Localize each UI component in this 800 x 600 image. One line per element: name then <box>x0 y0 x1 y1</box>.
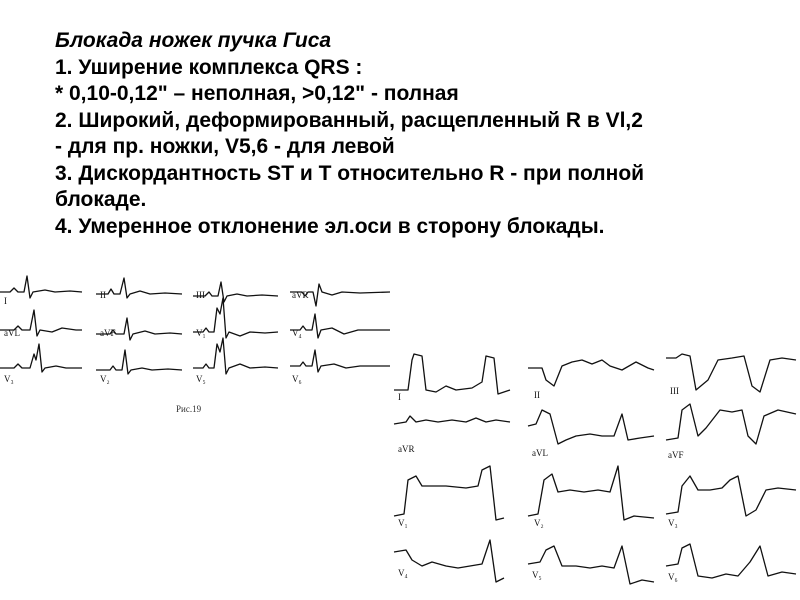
ecg-right-svg <box>386 340 800 600</box>
ecg-left-label-aVF: aVF <box>100 328 116 338</box>
ecg-left-lead-II <box>96 278 182 298</box>
ecg-left-lead-V2 <box>96 350 182 374</box>
ecg-left-label-I: I <box>4 296 7 306</box>
ecg-figure-left <box>0 258 390 428</box>
ecg-right-label-III: III <box>670 386 679 396</box>
ecg-left-label-aVL: aVL <box>4 328 20 338</box>
ecg-left-lead-V3 <box>0 344 82 372</box>
ecg-right-label-V1: V₁ <box>398 518 408 528</box>
ecg-right-lead-aVR <box>394 416 510 424</box>
ecg-left-lead-V1 <box>193 298 278 338</box>
ecg-right-label-aVL: aVL <box>532 448 548 458</box>
ecg-right-label-aVR: aVR <box>398 444 415 454</box>
ecg-left-label-V4: V₄ <box>292 328 302 338</box>
ecg-left-lead-III <box>193 282 278 302</box>
ecg-left-label-III: III <box>196 290 205 300</box>
ecg-right-lead-aVL <box>528 410 654 444</box>
ecg-left-label-V3: V₃ <box>4 374 14 384</box>
ecg-left-label-V6: V₆ <box>292 374 302 384</box>
ecg-right-label-V6: V₆ <box>668 572 678 582</box>
point-4: 4. Умеренное отклонение эл.оси в сторону блокады. <box>55 214 605 238</box>
ecg-right-label-V3: V₃ <box>668 518 678 528</box>
ecg-left-svg <box>0 258 390 428</box>
ecg-right-lead-II <box>528 360 654 386</box>
ecg-right-label-II: II <box>534 390 540 400</box>
ecg-right-label-aVF: aVF <box>668 450 684 460</box>
ecg-left-label-V2: V₂ <box>100 374 110 384</box>
ecg-figure-right <box>386 340 800 600</box>
point-1: 1. Уширение комплекса QRS : <box>55 55 363 79</box>
point-2-continued: - для пр. ножки, V5,6 - для левой <box>55 135 395 158</box>
ecg-right-label-V5: V₅ <box>532 570 542 580</box>
ecg-left-lead-V4 <box>290 314 390 338</box>
ecg-right-label-V4: V₄ <box>398 568 408 578</box>
ecg-left-lead-I <box>0 276 82 298</box>
ecg-right-lead-V4 <box>394 540 504 582</box>
ecg-right-lead-V3 <box>666 476 796 516</box>
ecg-right-lead-V2 <box>528 466 654 520</box>
ecg-right-lead-V5 <box>528 546 654 584</box>
point-2: 2. Широкий, деформированный, расщепленный R в Vl,2 <box>55 108 643 132</box>
point-3-continued: блокаде. <box>55 188 147 211</box>
ecg-left-lead-V6 <box>290 350 390 372</box>
ecg-left-label-aVR: aVR <box>292 290 309 300</box>
ecg-left-caption: Рис.19 <box>176 404 202 414</box>
ecg-right-label-V2: V₂ <box>534 518 544 528</box>
ecg-right-lead-V1 <box>394 466 504 520</box>
point-1-detail: * 0,10-0,12" – неполная, >0,12" - полная <box>55 82 459 105</box>
ecg-left-label-V1: V₁ <box>196 328 206 338</box>
ecg-left-label-II: II <box>100 290 106 300</box>
ecg-right-lead-V6 <box>666 544 796 578</box>
ecg-left-lead-V5 <box>193 338 278 374</box>
slide-text-block <box>55 28 775 240</box>
ecg-left-label-V5: V₅ <box>196 374 206 384</box>
ecg-right-lead-aVF <box>666 404 796 444</box>
ecg-right-label-I: I <box>398 392 401 402</box>
ecg-right-lead-I <box>394 354 510 394</box>
slide-title: Блокада ножек пучка Гиса <box>55 29 332 52</box>
ecg-right-lead-III <box>666 354 796 392</box>
point-3: 3. Дискордантность ST и Т относительно R - при полной <box>55 161 645 185</box>
